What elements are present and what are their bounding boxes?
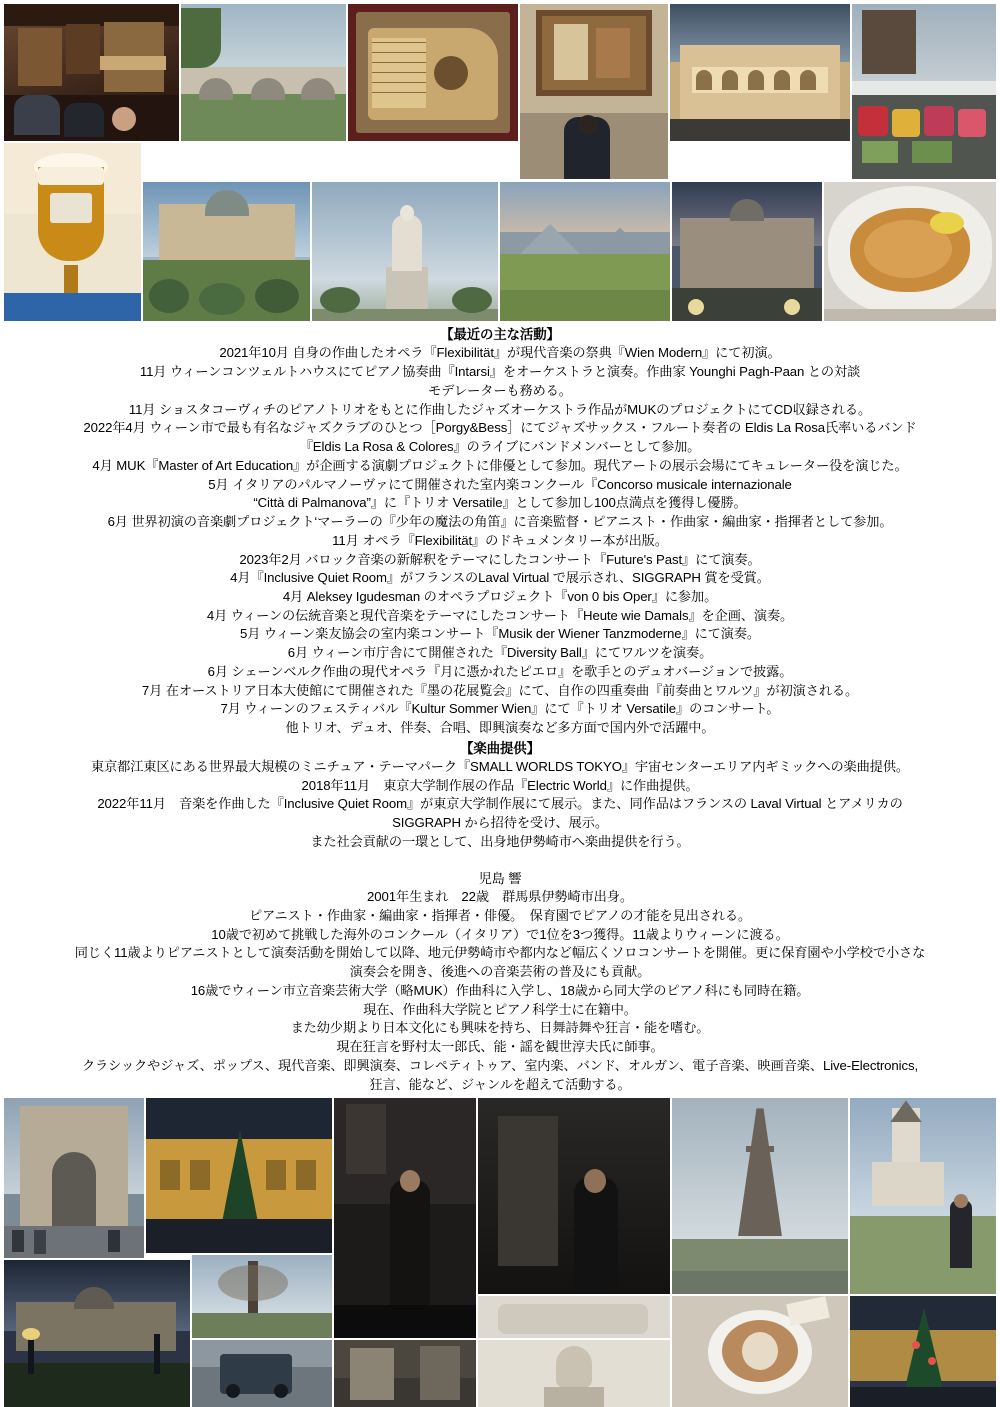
photo-stone-bridge-park [181, 4, 346, 141]
music-provision-line: また社会貢献の一環として、出身地伊勢崎市へ楽曲提供を行う。 [310, 833, 690, 849]
photo-stone-staircase-hall [334, 1340, 476, 1407]
profile-line: また幼少期より日本文化にも興味を持ち、日舞詩舞や狂言・能を嗜む。 [290, 1020, 710, 1036]
activity-line: 『Eldis La Rosa & Colores』のライブにバンドメンバーとして参加。 [299, 439, 701, 455]
photo-vienna-square-daylight [478, 1098, 670, 1294]
photo-street-food-cart [192, 1340, 332, 1407]
photo-piano-performance-hall [4, 4, 179, 141]
artist-name: 児島 響 [478, 870, 522, 886]
photo-museum-night-park [4, 1260, 190, 1407]
activity-line: 4月 MUK『Master of Art Education』が企画する演劇プロジェクトに俳優として参加。現代アートの展示会場にてキュレーター役を演じた。 [92, 457, 908, 473]
profile-line: 2001年生まれ 22歳 群馬県伊勢崎市出身。 [367, 889, 633, 905]
photo-flower-market-stall [852, 4, 996, 179]
section-spacer [10, 852, 990, 868]
activity-line: 6月 シェーンベルク作曲の現代オペラ『月に憑かれたピエロ』を歌手とのデュオバージョンで披露。 [207, 663, 793, 679]
music-provision-line: 東京都江東区にある世界最大規模のミニチュア・テーマパーク『SMALL WORLDS TOKYO』宇宙センターエリア内ギミックへの楽曲提供。 [91, 758, 909, 774]
photo-marble-bust-sculpture [478, 1340, 670, 1407]
profile-line: 狂言、能など、ジャンルを超えて活動する。 [369, 1076, 631, 1092]
activity-line: モデレーターも務める。 [428, 382, 572, 398]
photo-church-tower-person [850, 1098, 996, 1294]
activity-line: “Città di Palmanova”』に『トリオ Versatile』として参加し100点満点を獲得し優勝。 [253, 495, 747, 511]
photo-grimbergen-beer-glass [4, 143, 141, 321]
top-photo-collage [0, 0, 1000, 318]
heading-music-provision: 【楽曲提供】 [460, 740, 540, 756]
profile-line: 演奏会を開き、後進への音楽芸術の普及にも貢献。 [349, 964, 651, 980]
photo-mountain-field-sunset [500, 182, 670, 321]
photo-mozart-monument [312, 182, 498, 321]
activity-line: 2021年10月 自身の作曲したオペラ『Flexibilität』が現代音楽の祭典『Wien Modern』にて初演。 [219, 345, 781, 361]
profile-line: 現在、作曲科大学院とピアノ科学士に在籍中。 [363, 1001, 637, 1017]
photo-person-dark-corridor [334, 1098, 476, 1338]
activity-line: 4月 ウィーンの伝統音楽と現代音楽をテーマにしたコンサート『Heute wie Damals』を企画、演奏。 [206, 607, 794, 623]
photo-museum-painting-gallery [520, 4, 668, 179]
activity-line: 11月 ウィーンコンツェルトハウスにてピアノ協奏曲『Intarsi』をオーケストラと演奏。作曲家 Younghi Pagh-Paan との対談 [139, 364, 861, 380]
photo-latte-art-cup [672, 1296, 848, 1407]
heading-recent-activities: 【最近の主な活動】 [440, 327, 560, 343]
activity-line: 2022年4月 ウィーン市で最も有名なジャズクラブのひとつ［Porgy&Bess］にてジャズサックス・フルート奏者の Eldis La Rosa氏率いるバンド [83, 420, 917, 436]
activity-line: 11月 オペラ『Flexibilität』のドキュメンタリー本が出版。 [332, 532, 668, 548]
profile-line: 現在狂言を野村太一郎氏、能・謡を観世淳夫氏に師事。 [336, 1039, 664, 1055]
music-provision-line: 2018年11月 東京大学制作展の作品『Electric World』に作曲提供。 [301, 777, 699, 793]
activity-line: 7月 ウィーンのフェスティバル『Kultur Sommer Wien』にて『トリオ Versatile』のコンサート。 [220, 701, 780, 717]
photo-living-room-sofa [478, 1296, 670, 1338]
music-provision-line: 2022年11月 音楽を作曲した『Inclusive Quiet Room』が東京大学制作展にて展示。また、同作品はフランスの Laval Virtual とアメリカの [97, 796, 903, 812]
activity-line: 4月『Inclusive Quiet Room』がフランスのLaval Virtual で展示され、SIGGRAPH 賞を受賞。 [230, 570, 770, 586]
profile-line: 同じく11歳よりピアニストとして演奏活動を開始して以降、地元伊勢崎市や都内など幅広くソロコンサートを開催。更に保育園や小学校で小さな [74, 945, 926, 961]
profile-line: ピアニスト・作曲家・編曲家・指揮者・俳優。 保育園でピアノの才能を見出される。 [248, 908, 752, 924]
activity-line: 5月 ウィーン楽友協会の室内楽コンサート『Musik der Wiener Tanzmoderne』にて演奏。 [239, 626, 761, 642]
profile-text-block [0, 318, 1000, 1096]
activity-line: 他トリオ、デュオ、伴奏、合唱、即興演奏など多方面で国内外で活躍中。 [285, 720, 715, 736]
photo-wiener-schnitzel-plate [824, 182, 996, 321]
photo-winter-tree-park [192, 1255, 332, 1338]
photo-eiffel-tower [672, 1098, 848, 1294]
photo-vienna-state-opera [670, 4, 850, 141]
profile-line: 16歳でウィーン市立音楽芸術大学（略MUK）作曲科に入学し、18歳から同大学のピアノ科にも同時在籍。 [190, 982, 810, 998]
activity-line: 11月 ショスタコーヴィチのピアノトリオをもとに作曲したジャズオーケストラ作品がMUKのプロジェクトにてCD収録される。 [128, 401, 872, 417]
photo-schonbrunn-christmas-tree [146, 1098, 332, 1253]
activity-line: 6月 ウィーン市庁舎にて開催された『Diversity Ball』にてワルツを演奏。 [287, 645, 713, 661]
photo-zither-instrument-case [348, 4, 518, 141]
bottom-photo-collage [0, 1096, 1000, 1403]
activity-line: 4月 Aleksey Igudesman のオペラプロジェクト『von 0 bis Oper』に参加。 [282, 588, 718, 604]
activity-line: 7月 在オーストリア日本大使館にて開催された『墨の花展覧会』にて、自作の四重奏曲『前奏曲とワルツ』が初演される。 [141, 682, 859, 698]
activity-line: 6月 世界初演の音楽劇プロジェクト‘マーラーの『少年の魔法の角笛』に音楽監督・ピアニスト・作曲家・編曲家・指揮者として参加。 [107, 514, 893, 530]
profile-line: クラシックやジャズ、ポップス、現代音楽、即興演奏、コレペティトゥア、室内楽、バンド、オルガン、電子音楽、映画音楽、Live-Electronics, [81, 1057, 919, 1073]
music-provision-line: SIGGRAPH から招待を受け、展示。 [392, 815, 608, 831]
photo-christmas-tree-palace [850, 1296, 996, 1407]
activity-line: 5月 イタリアのパルマノーヴァにて開催された室内楽コンクール『Concorso musicale internazionale [208, 476, 792, 492]
profile-line: 10歳で初めて挑戦した海外のコンクール（イタリア）で1位を3つ獲得。11歳よりウィーンに渡る。 [211, 926, 789, 942]
activity-line: 2023年2月 バロック音楽の新解釈をテーマにしたコンサート『Future's Past』にて演奏。 [239, 551, 761, 567]
photo-kunsthistorisches-museum [143, 182, 310, 321]
photo-natural-history-museum-dusk [672, 182, 822, 321]
photo-arc-de-triomphe [4, 1098, 144, 1258]
